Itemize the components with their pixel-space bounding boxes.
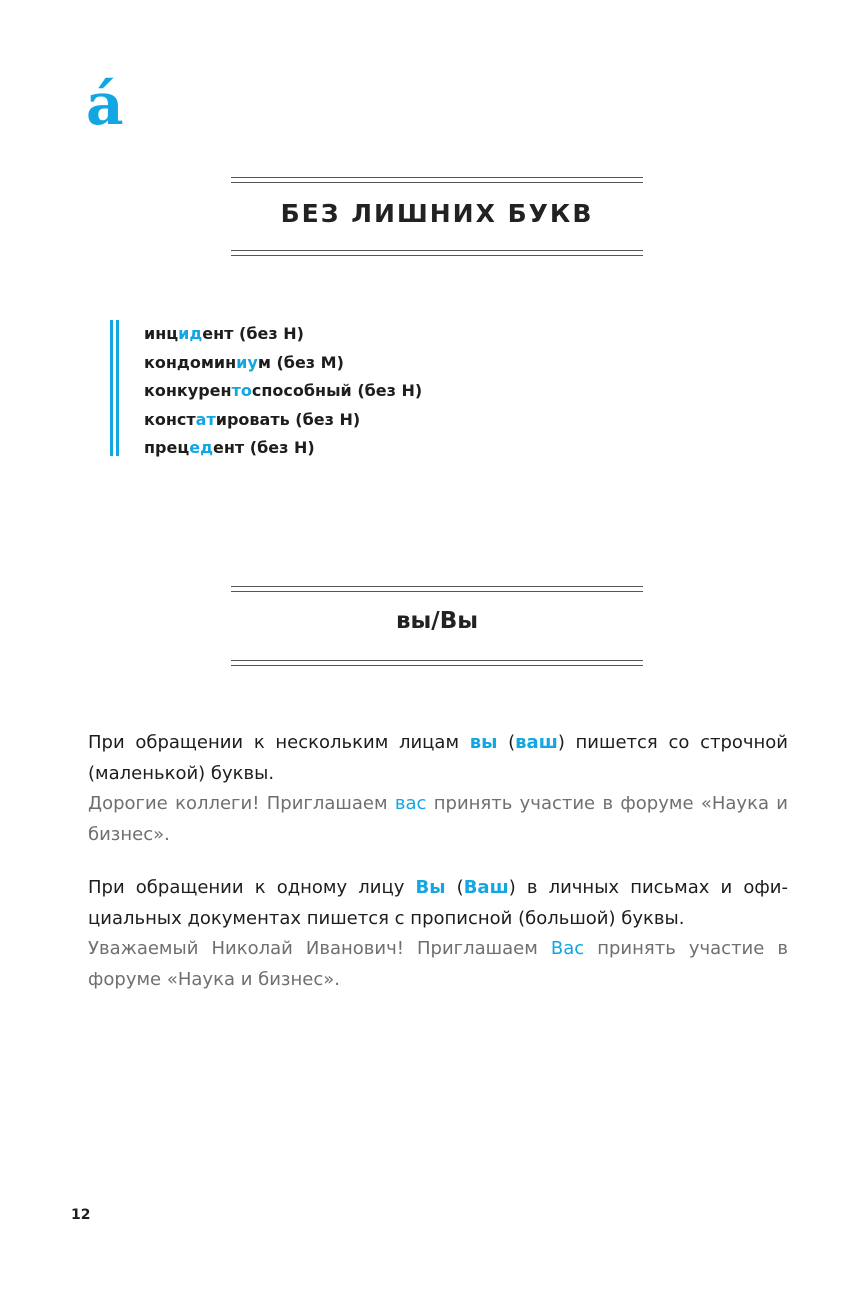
quote-bar-decoration [110, 320, 119, 456]
highlight-word: Вас [550, 938, 585, 959]
section-1-bottom-rule [231, 250, 643, 256]
example-text [88, 793, 788, 845]
rule-text-part: ( [497, 732, 516, 753]
section-1-top-rule [231, 177, 643, 183]
word-prefix: инц [144, 324, 179, 343]
example-text-part: принять участие в форуме «Наука и бизнес». [88, 793, 788, 845]
rule-text [88, 732, 788, 784]
word-list [110, 320, 530, 463]
page-number: 12 [71, 1207, 91, 1223]
rule-text-part: ) пишется со строчной (маленькой) буквы. [88, 732, 788, 784]
word-suffix: способный (без Н) [251, 381, 423, 401]
word-highlight: ид [178, 324, 203, 343]
word-list-item [144, 320, 530, 349]
word-highlight: то [231, 381, 252, 401]
usage-paragraph-plural [88, 728, 788, 850]
rule-text-part: При обращении к нескольким лицам [88, 732, 470, 753]
highlight-word: Вы [415, 877, 446, 898]
word-list-item [144, 349, 530, 378]
example-text-part: принять участие в форуме «Наука и бизнес». [88, 938, 789, 990]
section-1-title: БЕЗ ЛИШНИХ БУКВ [280, 199, 594, 228]
highlight-word: вас [394, 793, 427, 814]
rule-text-part: ) в личных письмах и официальных документах пишется с прописной (большой) буквы. [88, 877, 788, 929]
word-highlight: иу [236, 352, 258, 372]
section-2-title: вы/Вы [395, 608, 479, 634]
word-highlight: ед [189, 438, 213, 458]
rule-text [88, 877, 788, 929]
word-prefix: прец [144, 438, 190, 458]
section-2-top-rule [231, 586, 643, 592]
word-suffix: ент (без Н) [202, 324, 304, 343]
word-list-item [144, 434, 530, 463]
example-text-part: Уважаемый Николай Иванович! Приглашаем [88, 938, 551, 959]
brand-logo: á [86, 70, 124, 138]
word-prefix: конст [144, 409, 196, 429]
example-text-part: Дорогие коллеги! Приглашаем [88, 793, 395, 814]
highlight-word: вы [469, 732, 498, 753]
word-suffix: ировать (без Н) [215, 409, 361, 429]
word-list-item [144, 377, 530, 406]
word-list-block [110, 320, 530, 463]
word-prefix: кондомин [144, 352, 237, 372]
word-list-item [144, 406, 530, 435]
usage-paragraph-singular [88, 873, 788, 995]
word-suffix: м (без М) [257, 352, 344, 372]
rule-text-part: ( [445, 877, 464, 898]
highlight-word: Ваш [463, 877, 509, 898]
section-2-bottom-rule [231, 660, 643, 666]
highlight-word: ваш [515, 732, 558, 753]
word-suffix: ент (без Н) [213, 438, 315, 458]
word-highlight: ат [195, 409, 216, 429]
example-text [88, 938, 788, 990]
word-prefix: конкурен [144, 381, 232, 401]
rule-text-part: При обращении к одному лицу [88, 877, 416, 898]
